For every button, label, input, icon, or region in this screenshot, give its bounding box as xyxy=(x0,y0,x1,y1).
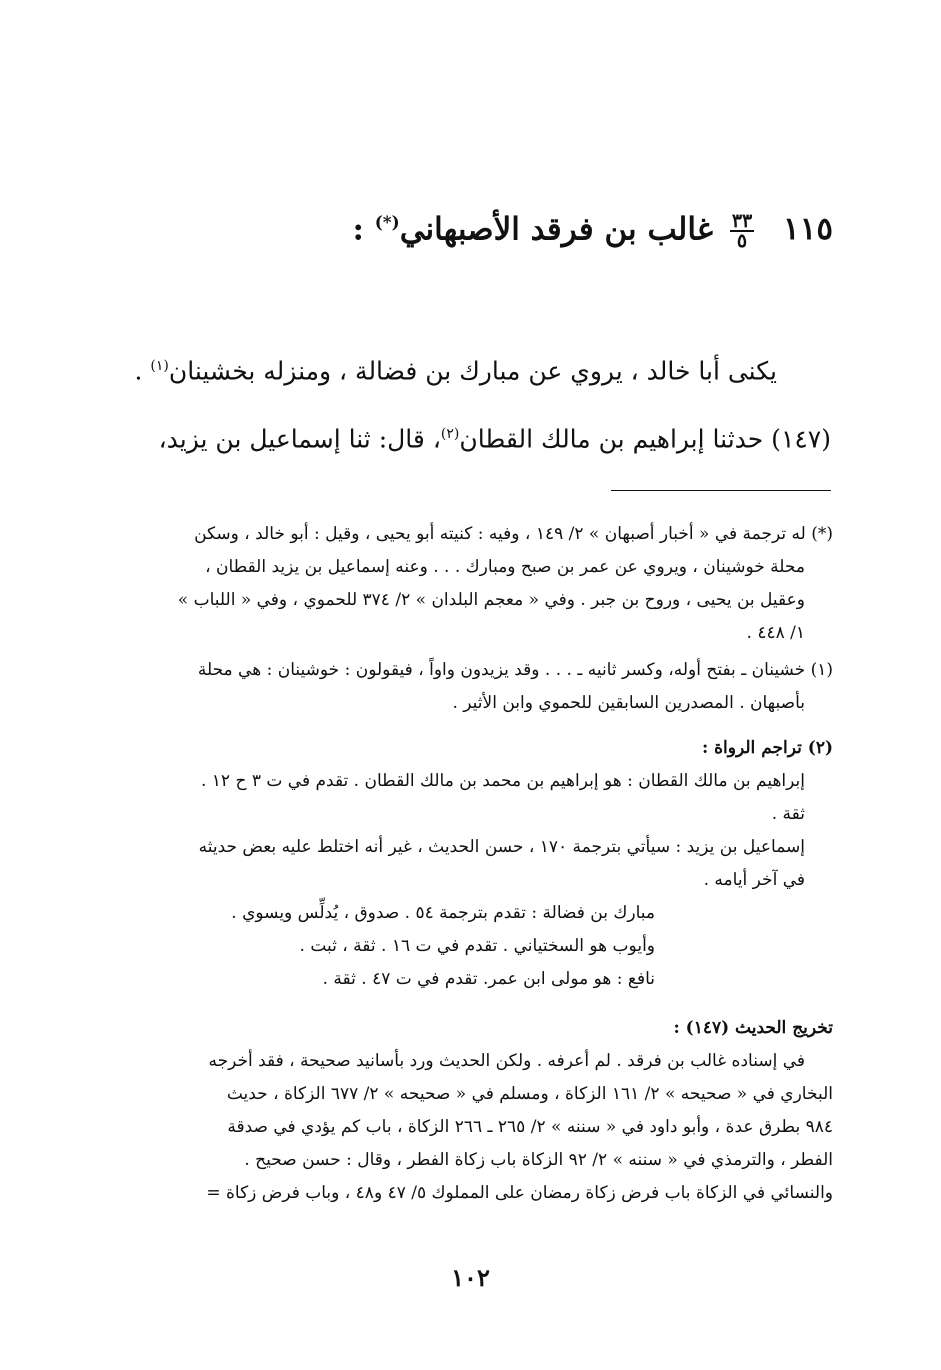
entry-star-mark: (*) xyxy=(374,213,400,233)
footnote-line: وعقيل بن يحيى ، وروح بن جبر . وفي « معجم البلدان » ٢/ ٣٧٤ للحموي ، وفي « اللباب » xyxy=(177,590,805,610)
footnote-line: بأصبهان . المصدرين السابقين للحموي وابن الأثير . xyxy=(452,693,805,713)
footnote-line: وأيوب هو السختياني . تقدم في ت ١٦ . ثقة ، ثبت . xyxy=(299,936,655,956)
entry-fraction xyxy=(730,209,754,252)
footnote-line: نافع : هو مولى ابن عمر. تقدم في ت ٤٧ . ثقة . xyxy=(322,969,655,989)
takhrij-line: ٩٨٤ بطرق عدة ، وأبو داود في « سننه » ٢/ ٢٦٥ ـ ٢٦٦ الزكاة ، باب كم يؤدي في صدقة xyxy=(227,1117,833,1137)
takhrij-heading: تخريج الحديث (١٤٧) : xyxy=(673,1018,833,1038)
body-line-1: يكنى أبا خالد ، يروي عن مبارك بن فضالة ، ومنزله بخشينان$^{(١)}$ . xyxy=(134,356,777,386)
entry-number: ١١٥ xyxy=(783,211,833,248)
takhrij-line: في إسناده غالب بن فرقد . لم أعرفه . ولكن الحديث ورد بأسانيد صحيحة ، فقد أخرجه xyxy=(208,1051,805,1071)
takhrij-line: والنسائي في الزكاة باب فرض زكاة رمضان على المملوك ٥/ ٤٧ و٤٨ ، وباب فرض زكاة = xyxy=(206,1183,833,1203)
footnote-line: مبارك بن فضالة : تقدم بترجمة ٥٤ . صدوق ، يُدلِّس ويسوي . xyxy=(231,903,655,923)
footnote-line: ثقة . xyxy=(771,804,805,824)
footnote-line: ١/ ٤٤٨ . xyxy=(746,623,805,643)
entry-colon: : xyxy=(352,211,364,248)
footnote-line: محلة خوشينان ، ويروي عن عمر بن صبح ومبارك . . . وعنه إسماعيل بن يزيد القطان ، xyxy=(205,557,805,577)
entry-name: غالب بن فرقد الأصبهاني xyxy=(399,211,714,248)
footnote-ref-2: (٢) xyxy=(440,426,460,442)
takhrij-section xyxy=(113,1012,833,1210)
takhrij-line: البخاري في « صحيحه » ٢/ ١٦١ الزكاة ، ومسلم في « صحيحه » ٢/ ٦٧٧ الزكاة ، حديث xyxy=(226,1084,833,1104)
page-number: ١٠٢ xyxy=(451,1263,490,1292)
takhrij-line: الفطر ، والترمذي في « سننه » ٢/ ٩٢ الزكاة باب زكاة الفطر ، وقال : حسن صحيح . xyxy=(244,1150,833,1170)
body-line-2: (١٤٧) حدثنا إبراهيم بن مالك القطان$^{(٢)}$، قال: ثنا إسماعيل بن يزيد، xyxy=(158,424,831,454)
footnote-line: إسماعيل بن يزيد : سيأتي بترجمة ١٧٠ ، حسن الحديث ، غير أنه اختلط عليه بعض حديثه xyxy=(198,837,805,857)
footnote-star xyxy=(113,518,833,650)
footnote-2 xyxy=(113,732,833,996)
footnote-line: في آخر أيامه . xyxy=(703,870,805,890)
footnote-2-heading: (٢) تراجم الرواة : xyxy=(701,738,833,758)
footnote-line: (*) له ترجمة في « أخبار أصبهان » ٢/ ١٤٩ ، وفيه : كنيته أبو يحيى ، وقيل : أبو خالد ، وسكن xyxy=(194,524,833,544)
footnote-separator xyxy=(611,490,831,491)
footnote-1 xyxy=(113,654,833,720)
footnote-line: (١) خشينان ـ بفتح أوله، وكسر ثانيه ـ . . . وقد يزيدون واواً ، فيقولون : خوشينان : هي محلة xyxy=(197,660,833,680)
fraction-top: ٣٣ xyxy=(731,209,753,232)
fraction-bottom: ٥ xyxy=(736,229,748,252)
entry-title xyxy=(352,196,833,256)
footnote-ref-1: (١) xyxy=(150,358,169,374)
footnote-line: إبراهيم بن مالك القطان : هو إبراهيم بن محمد بن مالك القطان . تقدم في ت ٣ ح ١٢ . xyxy=(200,771,805,791)
